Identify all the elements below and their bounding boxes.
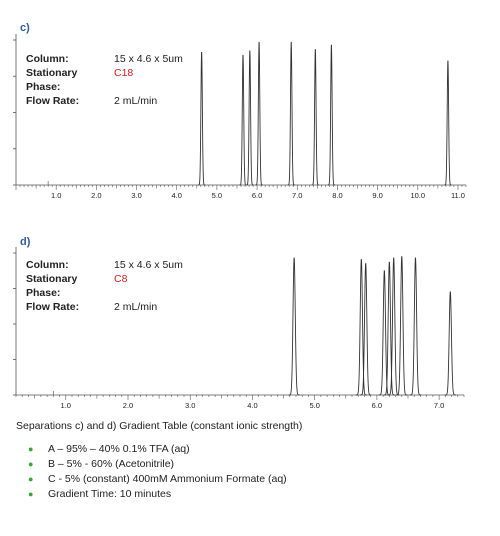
bullet-icon: ● xyxy=(28,488,34,499)
bullet-icon: ● xyxy=(28,473,34,484)
x-tick-label: 2.0 xyxy=(91,191,102,200)
x-tick-label: 9.0 xyxy=(372,191,383,200)
note-text: C - 5% (constant) 400mM Ammonium Formate (aq) xyxy=(48,472,287,485)
x-tick-label: 5.0 xyxy=(309,401,320,410)
note-text: B – 5% - 60% (Acetonitrile) xyxy=(48,457,175,470)
peak xyxy=(288,42,295,185)
x-tick-label: 1.0 xyxy=(60,401,71,410)
x-tick-label: 1.0 xyxy=(50,191,62,200)
peak xyxy=(312,50,319,185)
x-tick-label: 3.0 xyxy=(131,191,142,200)
x-tick-label: 3.0 xyxy=(185,401,196,410)
gradient-notes xyxy=(28,441,287,501)
chromatogram-d xyxy=(0,215,500,415)
x-tick-label: 11.0 xyxy=(450,191,465,200)
phase-key: Stationary Phase: xyxy=(26,273,78,299)
x-tick-label: 6.0 xyxy=(371,401,383,410)
chromatogram-c xyxy=(0,0,500,210)
panel-d-label: d) xyxy=(20,236,31,248)
column-key: Column: xyxy=(26,259,69,271)
peak xyxy=(410,258,421,395)
peak xyxy=(444,61,451,185)
list-item xyxy=(28,471,287,486)
flow-key: Flow Rate: xyxy=(26,95,80,107)
bullet-icon: ● xyxy=(28,458,34,469)
x-tick-label: 6.0 xyxy=(251,191,263,200)
column-value: 15 x 4.6 x 5um xyxy=(114,53,183,65)
list-item xyxy=(28,441,287,456)
column-key: Column: xyxy=(26,53,69,65)
note-text: A – 95% – 40% 0.1% TFA (aq) xyxy=(48,442,190,455)
panel-c-label: c) xyxy=(20,22,30,34)
list-item xyxy=(28,456,287,471)
phase-key: Stationary Phase: xyxy=(26,67,78,93)
gradient-caption: Separations c) and d) Gradient Table (constant ionic strength) xyxy=(16,420,303,432)
flow-key: Flow Rate: xyxy=(26,301,80,313)
peak xyxy=(289,258,300,395)
phase-value: C8 xyxy=(114,273,128,285)
phase-value: C18 xyxy=(114,67,134,79)
x-tick-label: 8.0 xyxy=(332,191,343,200)
x-tick-label: 10.0 xyxy=(410,191,426,200)
peak xyxy=(198,52,205,185)
x-tick-label: 7.0 xyxy=(433,401,445,410)
bullet-icon: ● xyxy=(28,443,34,454)
x-tick-label: 7.0 xyxy=(292,191,303,200)
peak xyxy=(255,42,262,185)
list-item xyxy=(28,486,287,501)
x-tick-label: 2.0 xyxy=(122,401,134,410)
flow-value: 2 mL/min xyxy=(114,301,158,313)
column-value: 15 x 4.6 x 5um xyxy=(114,259,183,271)
peak xyxy=(396,257,407,395)
x-tick-label: 5.0 xyxy=(211,191,223,200)
x-tick-label: 4.0 xyxy=(247,401,258,410)
flow-value: 2 mL/min xyxy=(114,95,158,107)
peak xyxy=(239,55,246,185)
peak xyxy=(328,45,335,185)
x-tick-label: 4.0 xyxy=(171,191,182,200)
note-text: Gradient Time: 10 minutes xyxy=(48,487,172,500)
peak xyxy=(445,292,456,395)
peak xyxy=(246,51,253,185)
